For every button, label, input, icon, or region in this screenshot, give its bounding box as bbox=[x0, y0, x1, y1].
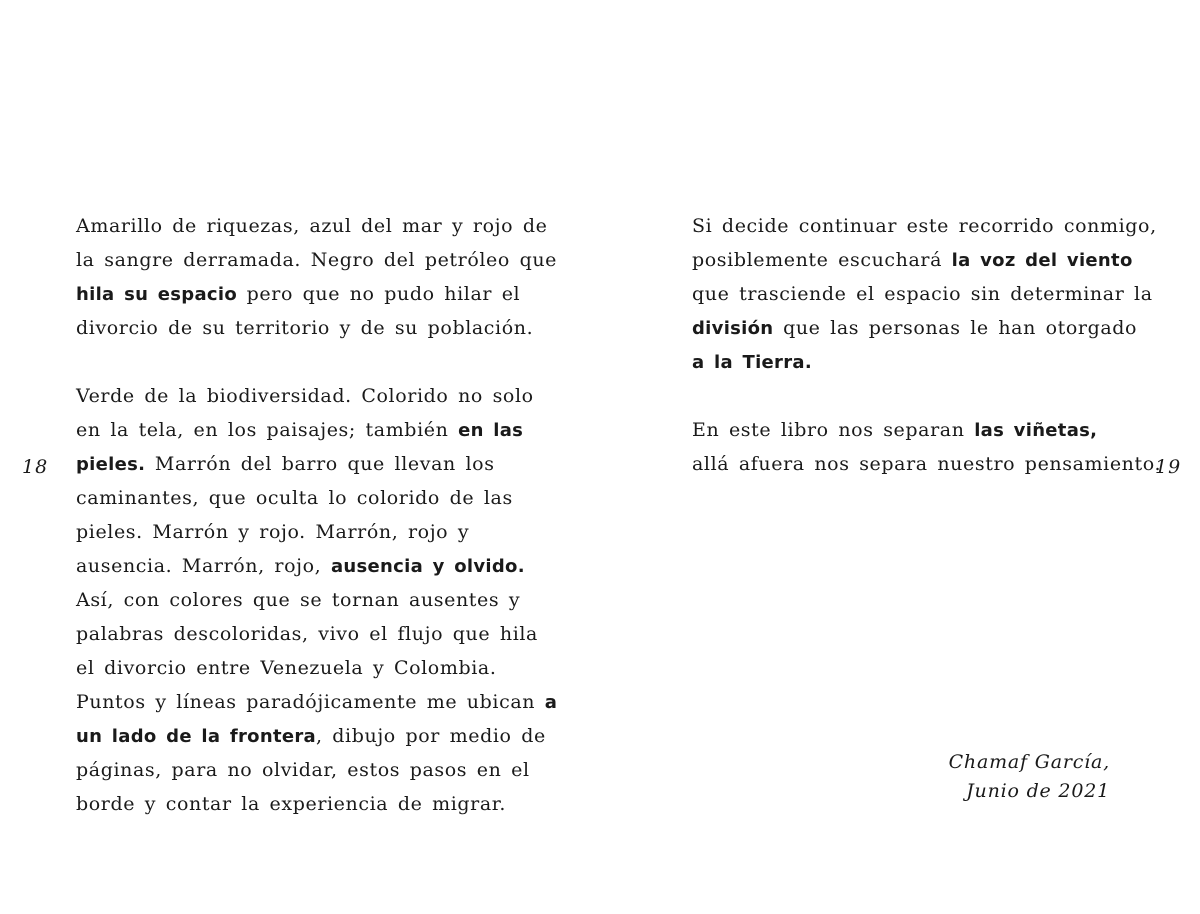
text-line: la sangre derramada. Negro del petróleo que bbox=[76, 249, 558, 271]
text-line: páginas, para no olvidar, estos pasos en el bbox=[76, 759, 530, 781]
emphasis-text: división bbox=[692, 318, 774, 339]
text-line: Puntos y líneas paradójicamente me ubican a bbox=[76, 691, 558, 713]
text-line: que trasciende el espacio sin determinar la bbox=[692, 283, 1153, 305]
text-line: división que las personas le han otorgado bbox=[692, 317, 1138, 339]
text-line: caminantes, que oculta lo colorido de las bbox=[76, 487, 513, 509]
text-line: posiblemente escuchará la voz del viento bbox=[692, 249, 1133, 271]
text-line: ausencia. Marrón, rojo, ausencia y olvido. bbox=[76, 555, 525, 577]
emphasis-text: a la Tierra. bbox=[692, 352, 812, 373]
text-line: En este libro nos separan las viñetas, bbox=[692, 419, 1098, 441]
emphasis-text: las viñetas, bbox=[974, 420, 1098, 441]
text-line: pieles. Marrón del barro que llevan los bbox=[76, 453, 495, 475]
emphasis-text: ausencia y olvido. bbox=[330, 556, 525, 577]
right-paragraph-2 bbox=[692, 413, 1162, 481]
left-paragraph-2 bbox=[76, 379, 558, 821]
text-line: Así, con colores que se tornan ausentes y bbox=[76, 589, 521, 611]
emphasis-text: la voz del viento bbox=[951, 250, 1133, 271]
author-name: Chamaf García, bbox=[948, 751, 1110, 773]
text-line: allá afuera nos separa nuestro pensamiento. bbox=[692, 453, 1162, 475]
emphasis-text: a bbox=[544, 692, 558, 713]
text-line: borde y contar la experiencia de migrar. bbox=[76, 793, 506, 815]
text-line: pieles. Marrón y rojo. Marrón, rojo y bbox=[76, 521, 470, 543]
text-line bbox=[692, 345, 1122, 379]
text-line: el divorcio entre Venezuela y Colombia. bbox=[76, 657, 497, 679]
text-line: en la tela, en los paisajes; también en las bbox=[76, 419, 524, 441]
text-line: Amarillo de riquezas, azul del mar y rojo de bbox=[76, 215, 548, 237]
text-line: un lado de la frontera, dibujo por medio de bbox=[76, 725, 546, 747]
right-paragraph-1 bbox=[692, 209, 1157, 379]
text-line: divorcio de su territorio y de su población. bbox=[76, 317, 534, 339]
right-page bbox=[600, 0, 1200, 914]
text-line: Verde de la biodiversidad. Colorido no solo bbox=[76, 385, 534, 407]
text-line: palabras descoloridas, vivo el flujo que hila bbox=[76, 623, 538, 645]
text-line: hila su espacio pero que no pudo hilar el bbox=[76, 283, 521, 305]
signature-date: Junio de 2021 bbox=[966, 780, 1110, 802]
emphasis-text: un lado de la frontera bbox=[76, 726, 316, 747]
paragraph-gap bbox=[692, 379, 1122, 413]
page-number-left: 18 bbox=[22, 456, 49, 478]
emphasis-text: pieles. bbox=[76, 454, 146, 475]
emphasis-text: en las bbox=[458, 420, 524, 441]
left-paragraph-1 bbox=[76, 209, 558, 345]
signature bbox=[949, 748, 1110, 806]
page-number-right: 19 bbox=[1155, 456, 1182, 478]
left-text-block bbox=[76, 209, 558, 821]
paragraph-gap bbox=[76, 345, 536, 379]
right-text-block bbox=[692, 209, 1162, 481]
text-line: Si decide continuar este recorrido conmigo, bbox=[692, 215, 1157, 237]
emphasis-text: hila su espacio bbox=[76, 284, 238, 305]
